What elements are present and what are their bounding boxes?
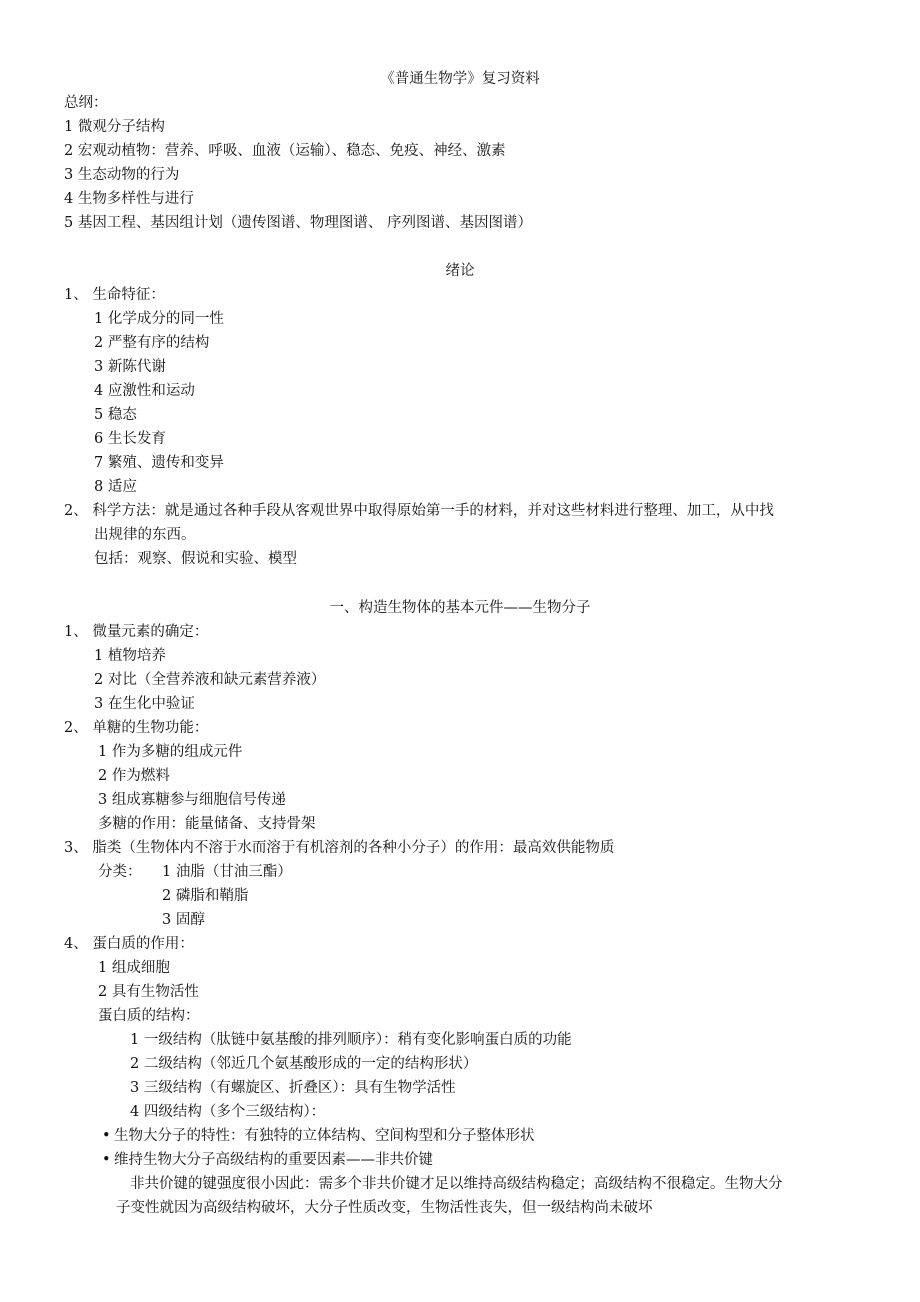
outline-heading: 总纲：	[64, 95, 108, 111]
bullet-text: 生物大分子的特性：有独特的立体结构、空间构型和分子整体形状	[114, 1128, 535, 1144]
list-item: 1 植物培养	[94, 648, 166, 664]
question-label: 3、 脂类（生物体内不溶于水而溶于有机溶剂的各种小分子）的作用：最高效供能物质	[64, 840, 615, 856]
list-item: 3 固醇	[162, 912, 205, 928]
list-item: 4 应激性和运动	[94, 383, 195, 399]
paragraph-line: 包括：观察、假说和实验、模型	[94, 551, 297, 567]
list-item: 3 在生化中验证	[94, 696, 195, 712]
list-item: 1 组成细胞	[98, 960, 170, 976]
classes-label: 分类：	[98, 864, 142, 880]
outline-item: 3 生态动物的行为	[64, 167, 180, 183]
list-item: 5 稳态	[94, 407, 137, 423]
bullet-item	[102, 1149, 433, 1171]
paragraph-line: 多糖的作用：能量储备、支持骨架	[98, 816, 316, 832]
list-item: 2 磷脂和鞘脂	[162, 888, 249, 904]
section-heading-biomolecules: 一、构造生物体的基本元件——生物分子	[329, 600, 591, 616]
bullet-text: 维持生物大分子高级结构的重要因素——非共价键	[114, 1152, 433, 1168]
list-item: 2 严整有序的结构	[94, 335, 210, 351]
list-item: 7 繁殖、遗传和变异	[94, 455, 224, 471]
structure-label: 蛋白质的结构：	[98, 1008, 200, 1024]
list-item: 4 四级结构（多个三级结构）：	[130, 1104, 326, 1120]
list-item: 1 化学成分的同一性	[94, 311, 224, 327]
bullet-dot-icon: •	[102, 1128, 111, 1144]
paragraph-line: 出规律的东西。	[94, 527, 196, 543]
outline-item: 5 基因工程、基因组计划（遗传图谱、物理图谱、 序列图谱、基因图谱）	[64, 215, 532, 231]
list-item: 2 作为燃料	[98, 768, 170, 784]
list-item: 3 组成寡糖参与细胞信号传递	[98, 792, 286, 808]
bullet-dot-icon: •	[102, 1152, 111, 1168]
outline-item: 4 生物多样性与进行	[64, 191, 194, 207]
list-item: 1 油脂（甘油三酯）	[162, 864, 292, 880]
question-label: 2、 科学方法：就是通过各种手段从客观世界中取得原始第一手的材料，并对这些材料进行整理、加工，从中找	[64, 503, 774, 519]
list-item: 8 适应	[94, 479, 137, 495]
list-item: 3 新陈代谢	[94, 359, 166, 375]
question-label: 2、 单糖的生物功能：	[64, 720, 209, 736]
list-item: 2 二级结构（邻近几个氨基酸形成的一定的结构形状）	[130, 1056, 478, 1072]
list-item: 1 一级结构（肽链中氨基酸的排列顺序）：稍有变化影响蛋白质的功能	[130, 1032, 572, 1048]
list-item: 1 作为多糖的组成元件	[98, 744, 243, 760]
bullet-item	[102, 1125, 535, 1147]
document-title: 《普通生物学》复习资料	[380, 71, 540, 87]
list-item: 3 三级结构（有螺旋区、折叠区）：具有生物学活性	[130, 1080, 456, 1096]
question-label: 1、 生命特征：	[64, 287, 165, 303]
list-item: 2 对比（全营养液和缺元素营养液）	[94, 672, 326, 688]
list-item: 6 生长发育	[94, 431, 166, 447]
outline-item: 1 微观分子结构	[64, 119, 165, 135]
paragraph-line: 子变性就因为高级结构破坏，大分子性质改变，生物活性丧失，但一级结构尚未破坏	[116, 1200, 653, 1216]
paragraph-line: 非共价键的键强度很小因此：需多个非共价键才足以维持高级结构稳定；高级结构不很稳定。生物大分	[130, 1176, 783, 1192]
section-heading-intro: 绪论	[445, 263, 475, 279]
question-label: 4、 蛋白质的作用：	[64, 936, 194, 952]
question-label: 1、 微量元素的确定：	[64, 624, 209, 640]
outline-item: 2 宏观动植物：营养、呼吸、血液（运输）、稳态、免疫、神经、激素	[64, 143, 506, 159]
list-item: 2 具有生物活性	[98, 984, 199, 1000]
